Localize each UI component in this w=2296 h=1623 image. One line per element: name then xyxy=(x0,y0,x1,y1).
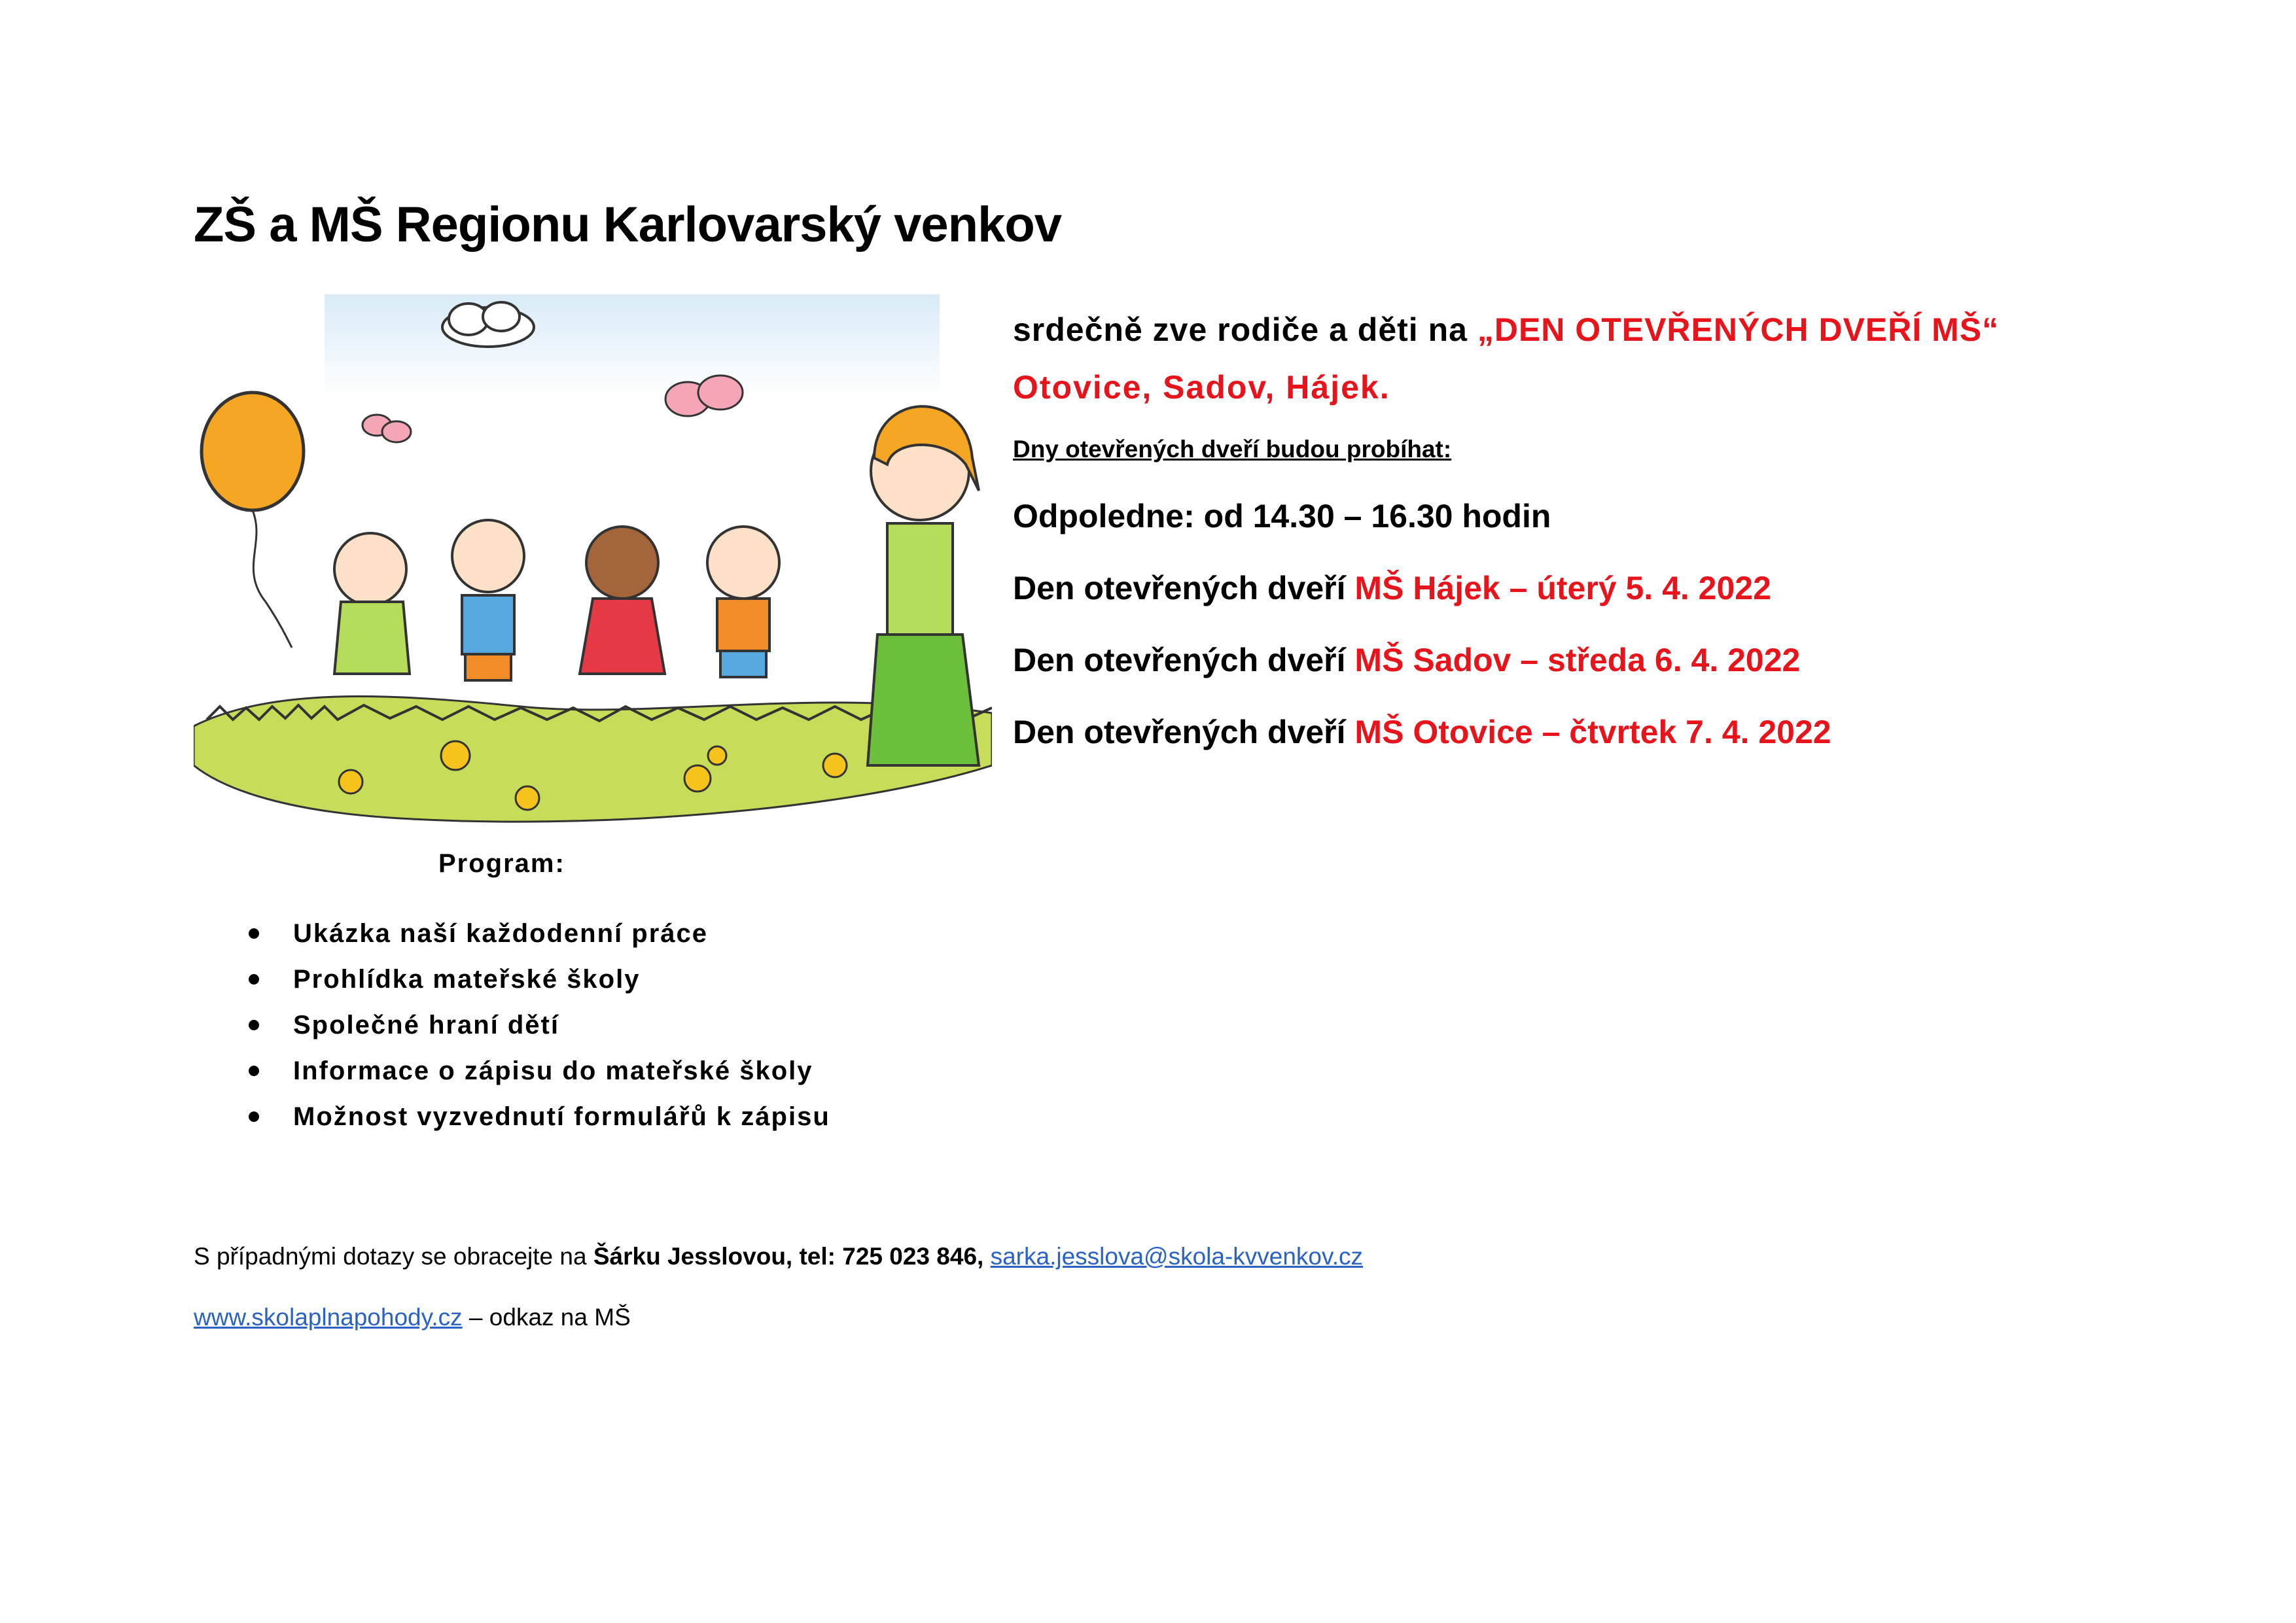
bullet-icon xyxy=(249,1020,259,1030)
schedule-day xyxy=(1013,641,1800,679)
list-item xyxy=(249,1094,830,1140)
list-item xyxy=(249,1002,830,1048)
child-figure xyxy=(452,520,524,680)
child-figure xyxy=(707,527,779,677)
program-list xyxy=(249,911,830,1140)
locations: Otovice, Sadov, Hájek. xyxy=(1013,369,1390,406)
teacher-figure xyxy=(868,406,979,765)
schedule-heading: Dny otevřených dveří budou probíhat: xyxy=(1013,436,1452,462)
event-name: „DEN OTEVŘENÝCH DVEŘÍ MŠ“ xyxy=(1477,311,2000,348)
list-item xyxy=(249,1048,830,1094)
invitation-prefix: srdečně zve rodiče a děti na xyxy=(1013,311,1477,348)
website-line xyxy=(194,1304,631,1331)
schedule-day-prefix: Den otevřených dveří xyxy=(1013,714,1355,750)
list-item xyxy=(249,911,830,956)
list-item-label: Možnost vyzvednutí formulářů k zápisu xyxy=(293,1102,830,1131)
contact-line xyxy=(194,1243,1363,1270)
list-item xyxy=(249,956,830,1002)
children-playing-illustration xyxy=(194,294,992,831)
child-figure xyxy=(580,527,665,674)
schedule-day-detail: MŠ Otovice – čtvrtek 7. 4. 2022 xyxy=(1354,714,1831,750)
contact-person: Šárku Jesslovou, tel: 725 023 846, xyxy=(593,1243,984,1270)
list-item-label: Společné hraní dětí xyxy=(293,1011,559,1039)
balloon-icon xyxy=(202,393,304,648)
butterfly-icon xyxy=(362,415,411,442)
bullet-icon xyxy=(249,1111,259,1122)
list-item-label: Ukázka naší každodenní práce xyxy=(293,919,709,948)
list-item-label: Prohlídka mateřské školy xyxy=(293,965,641,994)
program-title: Program: xyxy=(438,849,565,878)
schedule-day-detail: MŠ Hájek – úterý 5. 4. 2022 xyxy=(1354,570,1771,606)
schedule-day-prefix: Den otevřených dveří xyxy=(1013,642,1355,678)
email-link[interactable]: sarka.jesslova@skola-kvvenkov.cz xyxy=(990,1243,1364,1270)
invitation-text xyxy=(1013,301,2125,416)
schedule-day-prefix: Den otevřených dveří xyxy=(1013,570,1355,606)
page-title: ZŠ a MŠ Regionu Karlovarský venkov xyxy=(194,197,1062,253)
child-figure xyxy=(334,533,410,674)
bullet-icon xyxy=(249,974,259,985)
invitation-line xyxy=(1013,301,2125,358)
schedule-day-detail: MŠ Sadov – středa 6. 4. 2022 xyxy=(1354,642,1801,678)
schedule-day xyxy=(1013,713,1831,751)
bullet-icon xyxy=(249,928,259,939)
bullet-icon xyxy=(249,1066,259,1076)
schedule-time: Odpoledne: od 14.30 – 16.30 hodin xyxy=(1013,498,1551,534)
website-link[interactable]: www.skolaplnapohody.cz xyxy=(194,1304,463,1331)
schedule-day xyxy=(1013,569,1771,607)
list-item-label: Informace o zápisu do mateřské školy xyxy=(293,1056,813,1085)
website-suffix: – odkaz na MŠ xyxy=(462,1304,631,1331)
contact-prefix: S případnými dotazy se obracejte na xyxy=(194,1243,593,1270)
